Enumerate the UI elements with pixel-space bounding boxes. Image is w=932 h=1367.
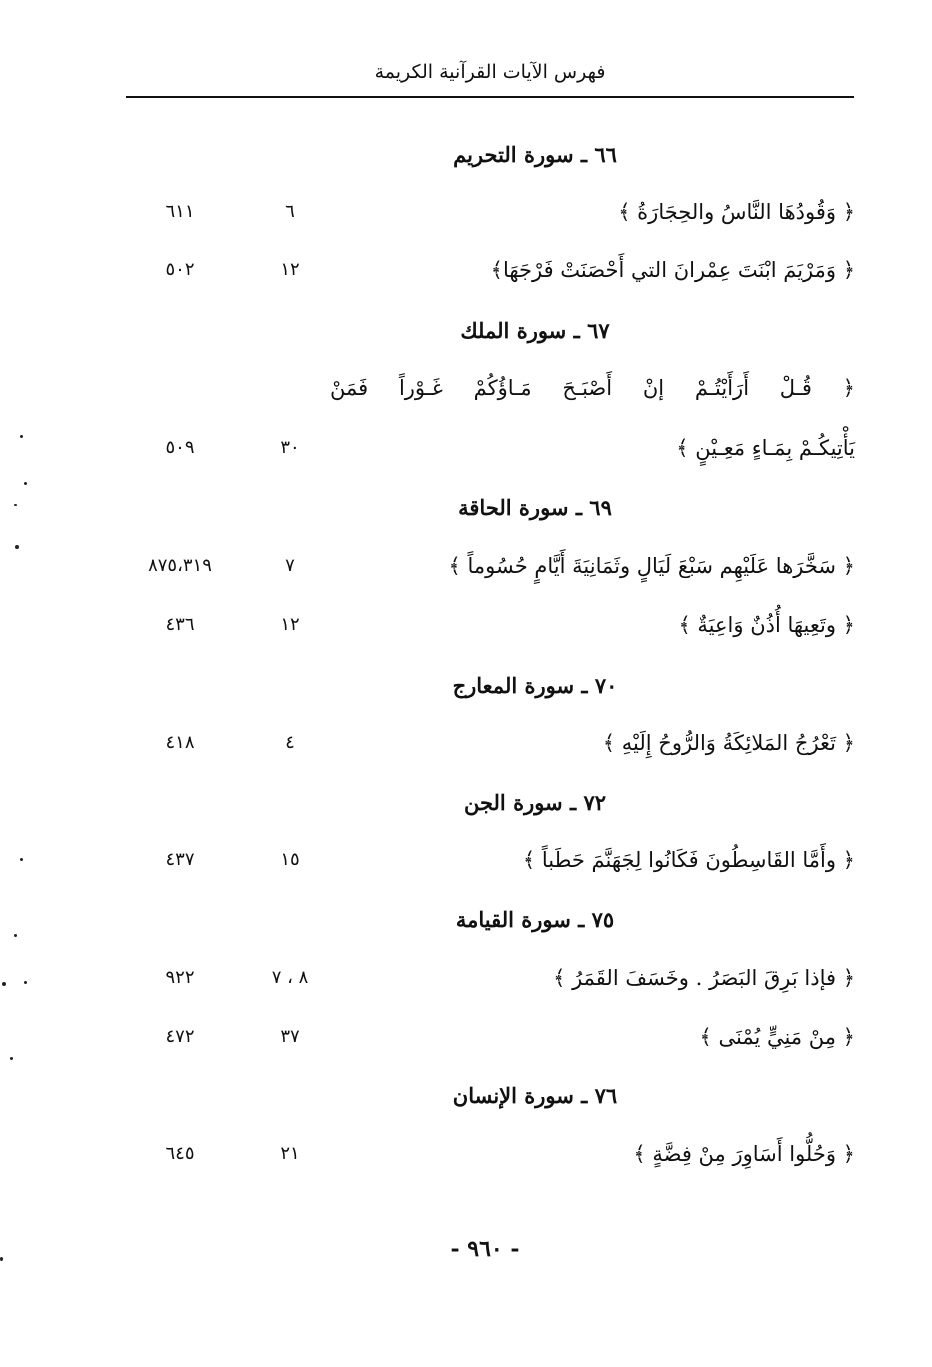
ayah-number: ١٢ — [280, 614, 300, 635]
verse-text: يَأْتِيكُـمْ بِمَـاءٍ مَعِـيْنٍ ﴾ — [676, 436, 855, 460]
verse-row — [120, 188, 855, 236]
page-reference: ٤٣٦ — [165, 614, 195, 635]
verse-row — [120, 246, 855, 294]
verse-row — [120, 1130, 855, 1178]
verse-text-line: ﴿ قُـلْ أَرَأَيْتُـمْ إنْ أَصْبَـحَ مَـاؤُكُمْ غَـوْراً فَمَنْ — [330, 376, 855, 400]
verse-row — [120, 1013, 855, 1061]
page-reference: ٩٢٢ — [165, 967, 195, 988]
scan-speck — [24, 482, 27, 485]
ayah-number: ١٥ — [280, 849, 300, 870]
scan-speck — [2, 982, 6, 986]
verse-text: ﴿ وَقُودُهَا النَّاسُ والحِجَارَةُ ﴾ — [618, 200, 855, 224]
scan-speck — [14, 504, 17, 506]
verse-text: ﴿ وتَعِيهَا أُذُنٌ وَاعِيَةٌ ﴾ — [678, 613, 855, 637]
page-reference: ٨٧٥،٣١٩ — [148, 555, 212, 576]
verse-text: ﴿ وَمَرْيَمَ ابْنَتَ عِمْرانَ التي أَحْصَنَتْ فَرْجَهَا﴾ — [490, 258, 855, 282]
ayah-number: ٣٠ — [280, 437, 300, 458]
verse-text: ﴿ تَعْرُجُ المَلائِكَةُ وَالرُّوحُ إِلَيْهِ ﴾ — [602, 731, 855, 755]
page-reference: ٦٤٥ — [165, 1143, 195, 1164]
verse-row — [120, 601, 855, 649]
page-reference: ٤٣٧ — [165, 849, 195, 870]
verse-text: ﴿ فإذا بَرِقَ البَصَرُ . وخَسَفَ القَمَرُ ﴾ — [553, 966, 855, 990]
surah-heading: ٦٦ ـ سورة التحريم — [453, 142, 617, 167]
surah-heading: ٧٥ ـ سورة القيامة — [455, 907, 615, 932]
scan-speck — [10, 1057, 13, 1060]
surah-heading: ٧٦ ـ سورة الإنسان — [452, 1083, 618, 1108]
page-reference: ٥٠٩ — [165, 437, 195, 458]
ayah-number: ٣٧ — [280, 1026, 300, 1047]
scan-speck — [0, 1257, 3, 1261]
page-reference: ٦١١ — [165, 201, 195, 222]
running-header: فهرس الآيات القرآنية الكريمة — [126, 48, 854, 98]
ayah-number: ٨ ، ٧ — [271, 967, 309, 988]
ayah-number: ٢١ — [280, 1143, 300, 1164]
surah-heading: ٦٩ ـ سورة الحاقة — [458, 495, 612, 520]
verse-row — [120, 954, 855, 1002]
page-number: - ٩٦٠ - — [450, 1236, 520, 1262]
ayah-number: ٤ — [285, 732, 295, 753]
verse-row — [120, 424, 855, 472]
ayah-number: ١٢ — [280, 259, 300, 280]
page-reference: ٥٠٢ — [165, 259, 195, 280]
scan-speck — [24, 981, 27, 984]
scan-speck — [14, 934, 17, 937]
scan-speck — [15, 545, 19, 549]
page-reference: ٤٧٢ — [165, 1026, 195, 1047]
surah-heading: ٧٢ ـ سورة الجن — [463, 790, 606, 815]
verse-row — [120, 719, 855, 767]
ayah-number: ٦ — [285, 201, 295, 222]
ayah-number: ٧ — [285, 555, 295, 576]
surah-heading: ٦٧ ـ سورة الملك — [460, 318, 610, 343]
scan-speck — [20, 858, 23, 861]
surah-heading: ٧٠ ـ سورة المعارج — [452, 673, 618, 698]
verse-text: ﴿ سَخَّرَها عَلَيْهِم سَبْعَ لَيَالٍ وثَمَانِيَةَ أَيَّامٍ حُسُوماً ﴾ — [448, 554, 855, 578]
verse-text: ﴿ وَحُلُّوا أَسَاوِرَ مِنْ فِضَّةٍ ﴾ — [633, 1142, 855, 1166]
verse-row — [120, 542, 855, 590]
scan-speck — [20, 435, 23, 438]
page-reference: ٤١٨ — [165, 732, 195, 753]
verse-text: ﴿ مِنْ مَنِيٍّ يُمْنَى ﴾ — [699, 1025, 855, 1049]
verse-row — [120, 836, 855, 884]
verse-text: ﴿ وأَمَّا القَاسِطُونَ فَكَانُوا لِجَهَنَّمَ حَطَباً ﴾ — [522, 848, 855, 872]
